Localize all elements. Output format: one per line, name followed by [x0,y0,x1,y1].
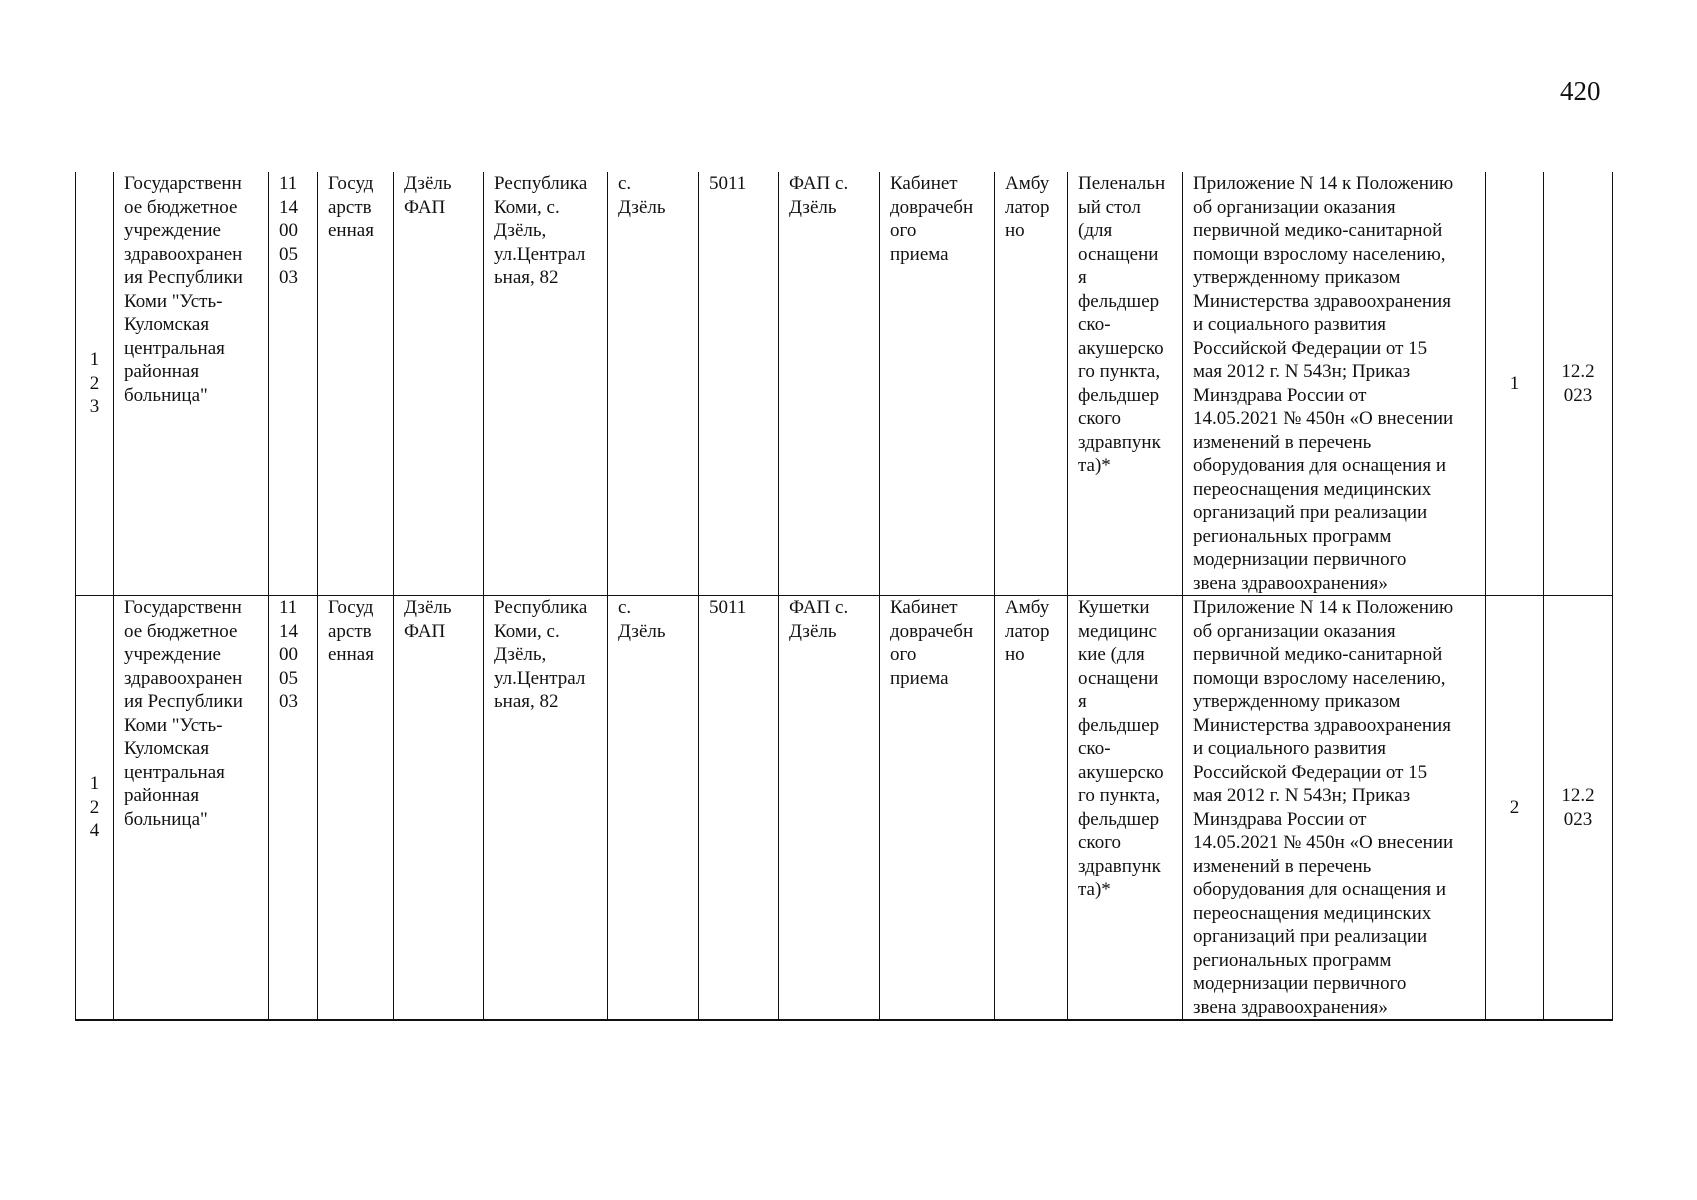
room: Кабинет доврачебн ого приема [890,173,974,265]
number-code: 5011 [709,173,747,194]
institution-cell [114,596,269,1021]
equipment-cell [1068,172,1183,596]
ownership-cell [318,172,394,596]
room-cell [880,172,995,596]
unit-name: Дзёль ФАП [404,597,452,642]
settlement-cell [608,596,699,1021]
settlement-cell [608,172,699,596]
number-code-cell [699,596,779,1021]
unit-name: Дзёль ФАП [404,173,452,218]
row-number: 1 2 3 [89,349,100,418]
row-number-cell [76,172,114,596]
address-cell [484,172,608,596]
code-cell [269,172,318,596]
care-type: Амбу латор но [1005,173,1050,241]
number-code-cell [699,172,779,596]
number-code: 5011 [709,597,747,618]
date: 12.2 023 [1561,785,1595,830]
institution-cell [114,172,269,596]
equipment: Пеленальн ый стол (для оснащени я фельдшер ско- акушерско го пункта, фельдшер ского здравпунк та)* [1078,173,1166,476]
date: 12.2 023 [1561,361,1595,406]
facility-cell [779,172,880,596]
care-type: Амбу латор но [1005,597,1050,665]
row-number-cell [76,596,114,1021]
page-number: 420 [1560,76,1601,106]
table-row [76,172,1613,596]
institution-name: Государственн ое бюджетное учреждение здравоохранен ия Республики Коми "Усть- Куломская центральная районная больница" [124,597,243,830]
care-type-cell [995,172,1068,596]
settlement: с. Дзёль [618,597,666,642]
facility-cell [779,596,880,1021]
ownership-form: Госуд арств енная [328,173,374,241]
equipment: Кушетки медицинс кие (для оснащени я фельдшер ско- акушерско го пункта, фельдшер ского здравпунк та)* [1078,597,1164,900]
quantity-cell [1486,172,1544,596]
equipment-table [75,172,1613,1021]
row-number: 1 2 4 [89,773,100,842]
room: Кабинет доврачебн ого приема [890,597,974,689]
quantity: 2 [1509,796,1520,818]
room-cell [880,596,995,1021]
ownership-form: Госуд арств енная [328,597,374,665]
legal-basis: Приложение N 14 к Положению об организации оказания первичной медико-санитарной помощи взрослому населению, утвержденному приказом Министерства здравоохранения и социального развития Российской Федерации от 15 мая 2012 г. N 543н; Приказ Минздрава России от 14.05.2021 № 450н «О внесении изменений в перечень оборудования для оснащения и переоснащения медицинских организаций при реализации региональных программ модернизации первичного звена здравоохранения» [1193,597,1454,1018]
equipment-cell [1068,596,1183,1021]
institution-code: 11 14 00 05 03 [279,597,298,712]
quantity: 1 [1509,372,1520,394]
date-cell [1544,596,1613,1021]
institution-code: 11 14 00 05 03 [279,173,298,288]
institution-name: Государственн ое бюджетное учреждение здравоохранен ия Республики Коми "Усть- Куломская центральная районная больница" [124,173,243,406]
address: Республика Коми, с. Дзёль, ул.Централ ьная, 82 [494,597,588,712]
care-type-cell [995,596,1068,1021]
unit-cell [394,172,484,596]
settlement: с. Дзёль [618,173,666,218]
address-cell [484,596,608,1021]
date-cell [1544,172,1613,596]
facility: ФАП с. Дзёль [789,173,849,218]
basis-cell [1183,172,1486,596]
address: Республика Коми, с. Дзёль, ул.Централ ьная, 82 [494,173,588,288]
ownership-cell [318,596,394,1021]
table-row [76,596,1613,1021]
unit-cell [394,596,484,1021]
quantity-cell [1486,596,1544,1021]
facility: ФАП с. Дзёль [789,597,849,642]
legal-basis: Приложение N 14 к Положению об организации оказания первичной медико-санитарной помощи взрослому населению, утвержденному приказом Министерства здравоохранения и социального развития Российской Федерации от 15 мая 2012 г. N 543н; Приказ Минздрава России от 14.05.2021 № 450н «О внесении изменений в перечень оборудования для оснащения и переоснащения медицинских организаций при реализации региональных программ модернизации первичного звена здравоохранения» [1193,173,1454,594]
basis-cell [1183,596,1486,1021]
code-cell [269,596,318,1021]
